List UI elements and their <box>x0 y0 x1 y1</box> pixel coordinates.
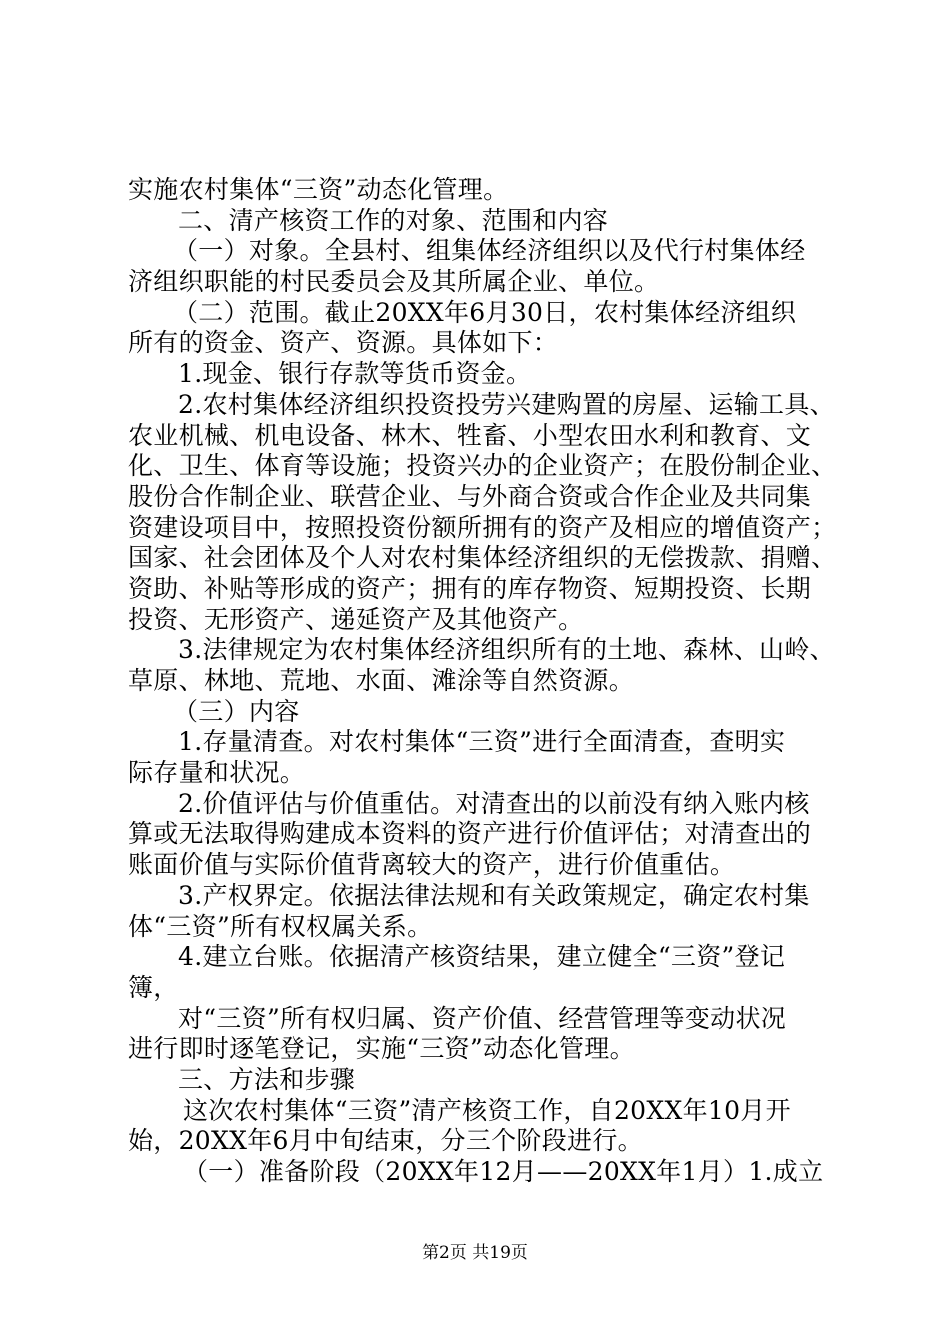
body-line: 草原、林地、荒地、水面、滩涂等自然资源。 <box>128 666 635 695</box>
body-line: 国家、社会团体及个人对农村集体经济组织的无偿拨款、捐赠、 <box>128 543 837 572</box>
body-line: 2.农村集体经济组织投资投劳兴建购置的房屋、运输工具、 <box>178 390 835 419</box>
body-line: 3.产权界定。依据法律法规和有关政策规定，确定农村集 <box>178 881 810 910</box>
page-footer: 第2页 共19页 <box>422 1243 528 1263</box>
body-line: 股份合作制企业、联营企业、与外商合资或合作企业及共同集 <box>128 482 812 511</box>
body-line: 算或无法取得购建成本资料的资产进行价值评估；对清查出的 <box>128 819 812 848</box>
body-line: （二）范围。截止20XX年6月30日，农村集体经济组织 <box>173 298 797 327</box>
body-line: 所有的资金、资产、资源。具体如下： <box>128 328 559 357</box>
body-line: 簿， <box>128 973 179 1002</box>
section-heading: 二、清产核资工作的对象、范围和内容 <box>178 206 609 235</box>
body-line: 农业机械、机电设备、林木、牲畜、小型农田水利和教育、文 <box>128 421 812 450</box>
body-line: 济组织职能的村民委员会及其所属企业、单位。 <box>128 267 660 296</box>
body-line: 4.建立台账。依据清产核资结果，建立健全“三资”登记 <box>178 942 786 971</box>
body-line: 3.法律规定为农村集体经济组织所有的土地、森林、山岭、 <box>178 635 835 664</box>
body-line: 资助、补贴等形成的资产；拥有的库存物资、短期投资、长期 <box>128 574 812 603</box>
body-line: 实施农村集体“三资”动态化管理。 <box>128 175 509 204</box>
body-line: 投资、无形资产、递延资产及其他资产。 <box>128 605 584 634</box>
body-line: 账面价值与实际价值背离较大的资产，进行价值重估。 <box>128 850 736 879</box>
section-heading: 三、方法和步骤 <box>178 1065 356 1094</box>
body-line: 际存量和状况。 <box>128 758 306 787</box>
body-line: 对“三资”所有权归属、资产价值、经营管理等变动状况 <box>178 1004 787 1033</box>
body-line: 进行即时逐笔登记，实施“三资”动态化管理。 <box>128 1034 635 1063</box>
body-line: 体“三资”所有权权属关系。 <box>128 912 433 941</box>
body-line: 这次农村集体“三资”清产核资工作，自20XX年10月开 <box>183 1096 791 1125</box>
body-line: 资建设项目中，按照投资份额所拥有的资产及相应的增值资产； <box>128 513 837 542</box>
subsection-heading: （三）内容 <box>173 697 300 726</box>
body-line: 始，20XX年6月中旬结束，分三个阶段进行。 <box>128 1126 643 1155</box>
body-line: 化、卫生、体育等设施；投资兴办的企业资产；在股份制企业、 <box>128 451 837 480</box>
body-line: 1.现金、银行存款等货币资金。 <box>178 359 532 388</box>
body-line: 1.存量清查。对农村集体“三资”进行全面清查，查明实 <box>178 727 786 756</box>
body-line: 2.价值评估与价值重估。对清查出的以前没有纳入账内核 <box>178 789 810 818</box>
body-line: （一）准备阶段（20XX年12月——20XX年1月）1.成立 <box>183 1157 824 1186</box>
body-line: （一）对象。全县村、组集体经济组织以及代行村集体经 <box>173 236 806 265</box>
